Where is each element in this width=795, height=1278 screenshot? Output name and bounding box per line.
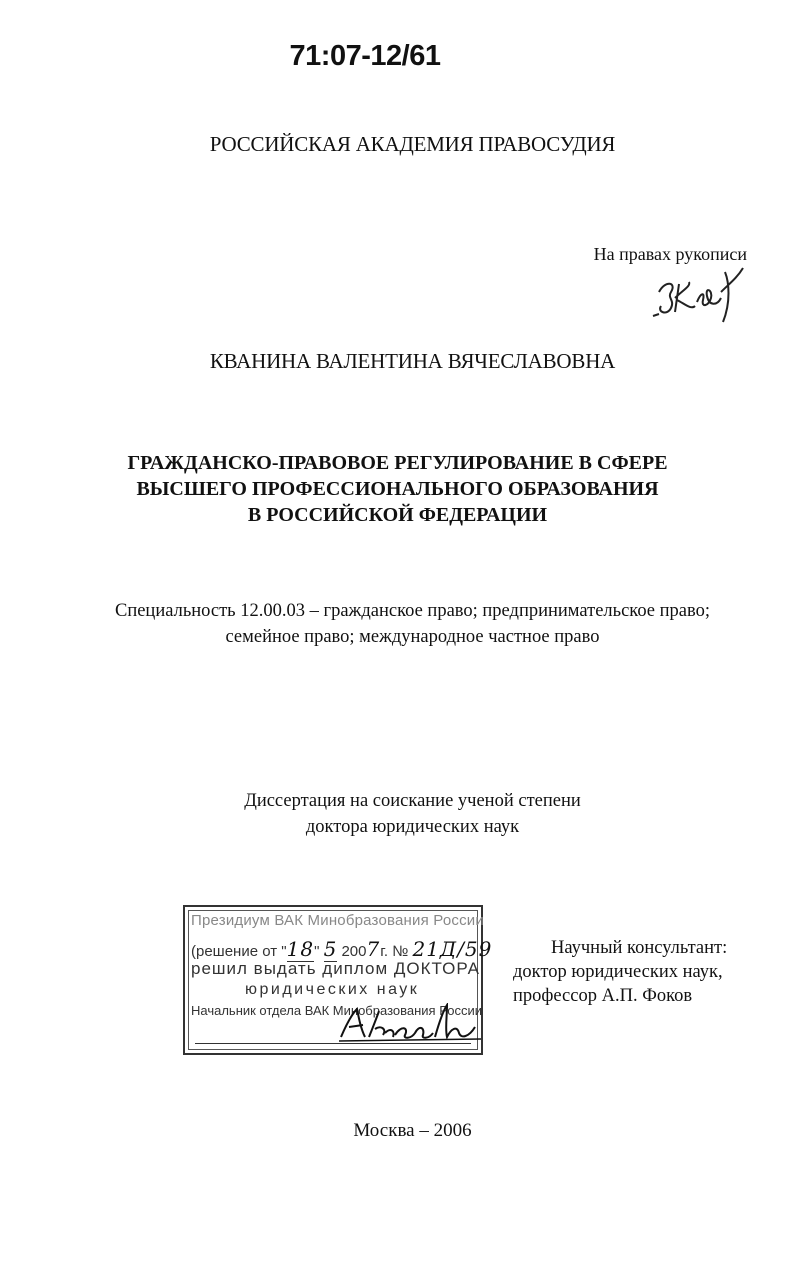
academy-name: РОССИЙСКАЯ АКАДЕМИЯ ПРАВОСУДИЯ <box>209 132 616 156</box>
degree-line-2: доктора юридических наук <box>305 817 520 837</box>
stamp-number: 21Д/59 <box>412 937 493 961</box>
consultant-line-3: профессор А.П. Фоков <box>513 986 693 1006</box>
city-year: Москва – 2006 <box>353 1120 472 1141</box>
degree-statement <box>0 788 795 840</box>
stamp-year-prefix: 200 <box>341 943 367 960</box>
stamp-decision-prefix: (решение от " <box>191 943 287 960</box>
specialty-line-1: Специальность 12.00.03 – гражданское право; предпринимательское право; <box>114 601 711 621</box>
dissertation-title <box>0 450 795 528</box>
stamp-line-presidium: Президиум ВАК Минобразования России <box>191 912 484 929</box>
degree-line-1: Диссертация на соискание ученой степени <box>244 791 581 811</box>
stamp-quote: " <box>314 943 320 960</box>
title-line-3: В РОССИЙСКОЙ ФЕДЕРАЦИИ <box>247 504 548 526</box>
consultant-line-1: Научный консультант: <box>551 938 728 958</box>
specialty <box>0 598 795 650</box>
author-signature <box>645 262 755 332</box>
title-line-1: ГРАЖДАНСКО-ПРАВОВОЕ РЕГУЛИРОВАНИЕ В СФЕРЕ <box>127 452 668 474</box>
consultant-line-2: доктор юридических наук, <box>513 962 723 982</box>
stamp-year-suffix: г. № <box>380 943 409 960</box>
specialty-line-2: семейное право; международное частное право <box>225 627 600 647</box>
manuscript-rights-note: На правах рукописи <box>593 244 747 264</box>
stamp-line-head: Начальник отдела ВАК Минобразования России <box>191 1003 483 1018</box>
stamp-day: 18 <box>286 937 315 961</box>
stamp-line-diploma: решил выдать диплом ДОКТОРА <box>191 959 480 978</box>
stamp-year-digit: 7 <box>366 937 381 961</box>
scientific-consultant <box>513 936 727 1008</box>
author-name: КВАНИНА ВАЛЕНТИНА ВЯЧЕСЛАВОВНА <box>209 349 616 373</box>
stamp-line-science: юридических наук <box>245 981 420 998</box>
stamp-signature <box>335 1003 485 1045</box>
stamp-month: 5 <box>323 937 338 961</box>
document-code: 71:07-12/61 <box>289 40 441 72</box>
title-line-2: ВЫСШЕГО ПРОФЕССИОНАЛЬНОГО ОБРАЗОВАНИЯ <box>136 478 659 500</box>
